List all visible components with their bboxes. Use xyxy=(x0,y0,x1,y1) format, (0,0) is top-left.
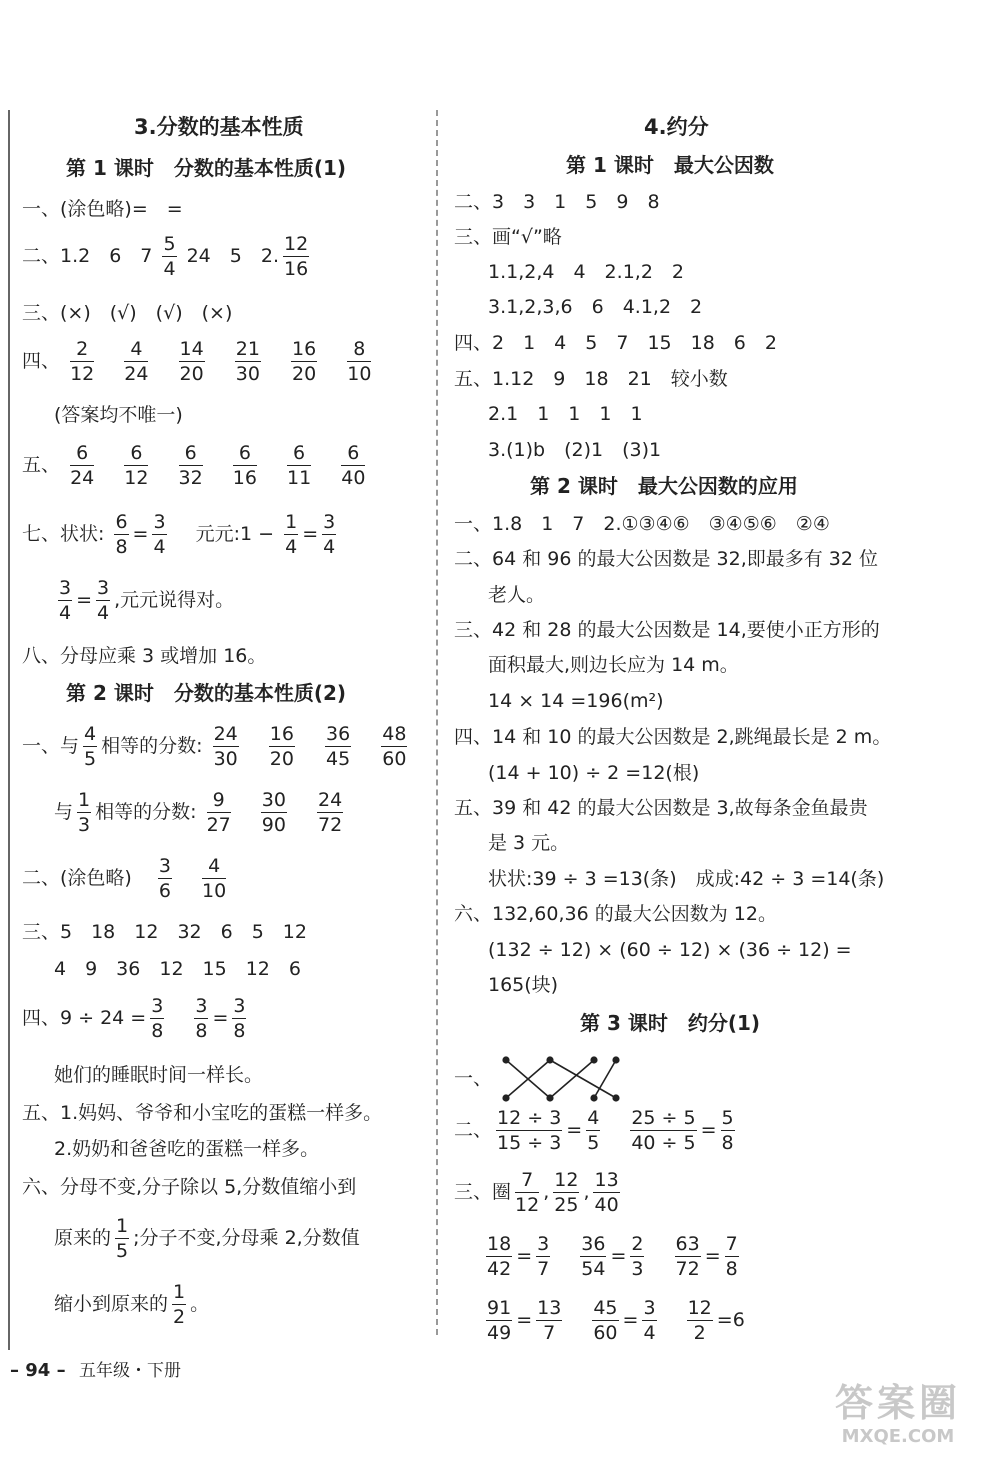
answer-line: 一、与 $\frac{4}{5}$ 相等的分数: $\frac{24}{30}$ $\frac{16}{20}$ $\frac{36}{45}$ $\frac{48}{60}$ xyxy=(22,723,407,770)
answer-line: $\frac{91}{49}$ = $\frac{13}{7}$ $\frac{45}{60}$ = $\frac{3}{4}$ $\frac{12}{2}$ =6 xyxy=(487,1297,745,1344)
fraction: $\frac{4}{24}$ xyxy=(124,338,149,385)
answer-line: 三、(×) (√) (√) (×) xyxy=(22,302,233,324)
fraction: $\frac{6}{11}$ xyxy=(287,442,312,489)
answer-line: 二、1.2 6 7 $\frac{5}{4}$ 24 5 2. $\frac{12}{16}$ xyxy=(22,233,309,280)
fraction: $\frac{5}{8}$ xyxy=(721,1107,734,1154)
fraction: $\frac{3}{6}$ xyxy=(158,855,171,902)
page-edge-line xyxy=(8,110,10,1350)
fraction: $\frac{13}{7}$ xyxy=(537,1297,562,1344)
fraction: $\frac{12}{16}$ xyxy=(284,233,309,280)
page-number: – 94 – xyxy=(10,1360,66,1381)
answer-line: 面积最大,则边长应为 14 m。 xyxy=(488,654,739,676)
fraction: $\frac{25 \div 5}{40 \div 5}$ xyxy=(631,1107,696,1154)
fraction: $\frac{3}{4}$ xyxy=(97,577,110,624)
fraction: $\frac{3}{8}$ xyxy=(233,995,246,1042)
answer-line: 二、 $\frac{12 \div 3}{15 \div 3}$ = $\frac{4}{5}$ $\frac{25 \div 5}{40 \div 5}$ = $\frac{5}{8}$ xyxy=(454,1107,734,1154)
answer-line: 3.(1)b (2)1 (3)1 xyxy=(488,439,662,461)
fraction: $\frac{2}{3}$ xyxy=(631,1233,644,1280)
answer-line: 原来的 $\frac{1}{5}$ ;分子不变,分母乘 2,分数值 xyxy=(54,1215,360,1262)
fraction: $\frac{6}{40}$ xyxy=(341,442,366,489)
answer-note: 她们的睡眠时间一样长。 xyxy=(54,1064,264,1086)
answer-line: 4 9 36 12 15 12 6 xyxy=(54,958,301,980)
answer-line: 六、分母不变,分子除以 5,分数值缩小到 xyxy=(22,1176,357,1198)
answer-line: 八、分母应乘 3 或增加 16。 xyxy=(22,645,267,667)
fraction: $\frac{1}{4}$ xyxy=(285,511,298,558)
answer-line: 五、 $\frac{6}{24}$ $\frac{6}{12}$ $\frac{6}{32}$ $\frac{6}{16}$ $\frac{6}{11}$ $\frac{6}{40}$ xyxy=(22,442,366,489)
answer-line: 状状:39 ÷ 3 =13(条) 成成:42 ÷ 3 =14(条) xyxy=(488,868,885,890)
answer-line: 三、5 18 12 32 6 5 12 xyxy=(22,921,307,943)
fraction: $\frac{6}{24}$ xyxy=(70,442,95,489)
fraction: $\frac{6}{32}$ xyxy=(178,442,203,489)
fraction: $\frac{5}{4}$ xyxy=(163,233,176,280)
answer-line: 二、(涂色略) $\frac{3}{6}$ $\frac{4}{10}$ xyxy=(22,855,227,902)
fraction: $\frac{7}{8}$ xyxy=(725,1233,738,1280)
fraction: $\frac{9}{27}$ xyxy=(206,789,231,836)
fraction: $\frac{14}{20}$ xyxy=(179,338,204,385)
answer-line: 三、画“√”略 xyxy=(454,226,562,248)
answer-line: 六、132,60,36 的最大公因数为 12。 xyxy=(454,903,777,925)
fraction: $\frac{6}{16}$ xyxy=(232,442,257,489)
answer-line: 老人。 xyxy=(488,584,546,606)
lesson-title: 第 1 课时 分数的基本性质(1) xyxy=(66,156,347,180)
fraction: $\frac{24}{30}$ xyxy=(213,723,238,770)
fraction: $\frac{3}{7}$ xyxy=(537,1233,550,1280)
answer-line: 3.1,2,3,6 6 4.1,2 2 xyxy=(488,296,703,318)
fraction: $\frac{4}{5}$ xyxy=(84,723,97,770)
lesson-title: 第 3 课时 约分(1) xyxy=(580,1011,761,1035)
answer-line: 与 $\frac{1}{3}$ 相等的分数: $\frac{9}{27}$ $\frac{30}{90}$ $\frac{24}{72}$ xyxy=(54,789,343,836)
answer-line: 四、9 ÷ 24 = $\frac{3}{8}$ $\frac{3}{8}$ = $\frac{3}{8}$ xyxy=(22,995,246,1042)
fraction: $\frac{13}{40}$ xyxy=(594,1169,619,1216)
answer-line: 165(块) xyxy=(488,974,559,996)
answer-line: 是 3 元。 xyxy=(488,832,570,854)
answer-line: 七、状状: $\frac{6}{8}$ = $\frac{3}{4}$ 元元:1 − $\frac{1}{4}$ = $\frac{3}{4}$ xyxy=(22,511,336,558)
answer-line: 二、64 和 96 的最大公因数是 32,即最多有 32 位 xyxy=(454,548,878,570)
fraction: $\frac{3}{8}$ xyxy=(151,995,164,1042)
matching-lines-diagram xyxy=(494,1056,624,1102)
fraction: $\frac{2}{12}$ xyxy=(70,338,95,385)
answer-line: 2.奶奶和爸爸吃的蛋糕一样多。 xyxy=(54,1138,320,1160)
answer-line: 缩小到原来的 $\frac{1}{2}$ 。 xyxy=(54,1281,210,1328)
answer-line: 二、3 3 1 5 9 8 xyxy=(454,191,660,213)
answer-line: 五、1.12 9 18 21 较小数 xyxy=(454,368,728,390)
answer-line: $\frac{18}{42}$ = $\frac{3}{7}$ $\frac{36}{54}$ = $\frac{2}{3}$ $\frac{63}{72}$ = $\frac{7}{8}$ xyxy=(487,1233,738,1280)
answer-line: 1.1,2,4 4 2.1,2 2 xyxy=(488,261,684,283)
answer-line: 一、1.8 1 7 2.①③④⑥ ③④⑤⑥ ②④ xyxy=(454,513,830,535)
fraction: $\frac{1}{2}$ xyxy=(173,1281,186,1328)
lesson-title: 第 2 课时 最大公因数的应用 xyxy=(530,474,798,498)
watermark: 答案圈 MXQE.COM xyxy=(834,1381,961,1447)
fraction: $\frac{63}{72}$ xyxy=(675,1233,700,1280)
fraction: $\frac{18}{42}$ xyxy=(487,1233,512,1280)
answer-line: 五、1.妈妈、爷爷和小宝吃的蛋糕一样多。 xyxy=(22,1102,383,1124)
answer-line: 四、 $\frac{2}{12}$ $\frac{4}{24}$ $\frac{14}{20}$ $\frac{21}{30}$ $\frac{16}{20}$ $\frac{8}{10}$ xyxy=(22,338,372,385)
fraction: $\frac{3}{4}$ xyxy=(643,1297,656,1344)
fraction: $\frac{36}{45}$ xyxy=(326,723,351,770)
answer-line: 三、圈 $\frac{7}{12}$ , $\frac{12}{25}$ , $\frac{13}{40}$ xyxy=(454,1169,619,1216)
fraction: $\frac{4}{5}$ xyxy=(587,1107,600,1154)
fraction: $\frac{3}{4}$ xyxy=(153,511,166,558)
fraction: $\frac{4}{10}$ xyxy=(202,855,227,902)
answer-line: 一、(涂色略)= = xyxy=(22,198,183,220)
fraction: $\frac{45}{60}$ xyxy=(593,1297,618,1344)
answer-line: 14 × 14 =196(m²) xyxy=(488,690,664,712)
chapter-title: 3.分数的基本性质 xyxy=(134,115,304,139)
lesson-title: 第 2 课时 分数的基本性质(2) xyxy=(66,681,347,705)
answer-line: 四、14 和 10 的最大公因数是 2,跳绳最长是 2 m。 xyxy=(454,726,892,748)
fraction: $\frac{1}{5}$ xyxy=(116,1215,129,1262)
grade-label: 五年级・下册 xyxy=(79,1361,181,1381)
page-footer xyxy=(10,1356,181,1381)
lesson-title: 第 1 课时 最大公因数 xyxy=(566,153,774,177)
column-divider xyxy=(436,110,438,1335)
fraction: $\frac{21}{30}$ xyxy=(235,338,260,385)
answer-line: (14 + 10) ÷ 2 =12(根) xyxy=(488,762,700,784)
fraction: $\frac{1}{3}$ xyxy=(78,789,91,836)
fraction: $\frac{91}{49}$ xyxy=(487,1297,512,1344)
answer-line: $\frac{3}{4}$ = $\frac{3}{4}$ ,元元说得对。 xyxy=(59,577,235,624)
fraction: $\frac{48}{60}$ xyxy=(382,723,407,770)
fraction: $\frac{36}{54}$ xyxy=(581,1233,606,1280)
fraction: $\frac{3}{4}$ xyxy=(323,511,336,558)
answer-line: 五、39 和 42 的最大公因数是 3,故每条金鱼最贵 xyxy=(454,797,868,819)
fraction: $\frac{3}{4}$ xyxy=(59,577,72,624)
fraction: $\frac{7}{12}$ xyxy=(515,1169,540,1216)
fraction: $\frac{6}{12}$ xyxy=(124,442,149,489)
fraction: $\frac{16}{20}$ xyxy=(292,338,317,385)
fraction: $\frac{30}{90}$ xyxy=(261,789,286,836)
answer-line: 2.1 1 1 1 1 xyxy=(488,403,643,425)
fraction: $\frac{6}{8}$ xyxy=(115,511,128,558)
fraction: $\frac{12}{25}$ xyxy=(554,1169,579,1216)
answer-line: 四、2 1 4 5 7 15 18 6 2 xyxy=(454,332,777,354)
chapter-title: 4.约分 xyxy=(644,115,709,139)
fraction: $\frac{8}{10}$ xyxy=(347,338,372,385)
answer-line: 三、42 和 28 的最大公因数是 14,要使小正方形的 xyxy=(454,619,880,641)
fraction: $\frac{16}{20}$ xyxy=(269,723,294,770)
answer-line: (132 ÷ 12) × (60 ÷ 12) × (36 ÷ 12) = xyxy=(488,939,852,961)
fraction: $\frac{12 \div 3}{15 \div 3}$ xyxy=(497,1107,562,1154)
answer-note: (答案均不唯一) xyxy=(54,404,183,426)
fraction: $\frac{12}{2}$ xyxy=(687,1297,712,1344)
fraction: $\frac{24}{72}$ xyxy=(318,789,343,836)
answer-line: 一、 xyxy=(454,1056,624,1102)
fraction: $\frac{3}{8}$ xyxy=(195,995,208,1042)
